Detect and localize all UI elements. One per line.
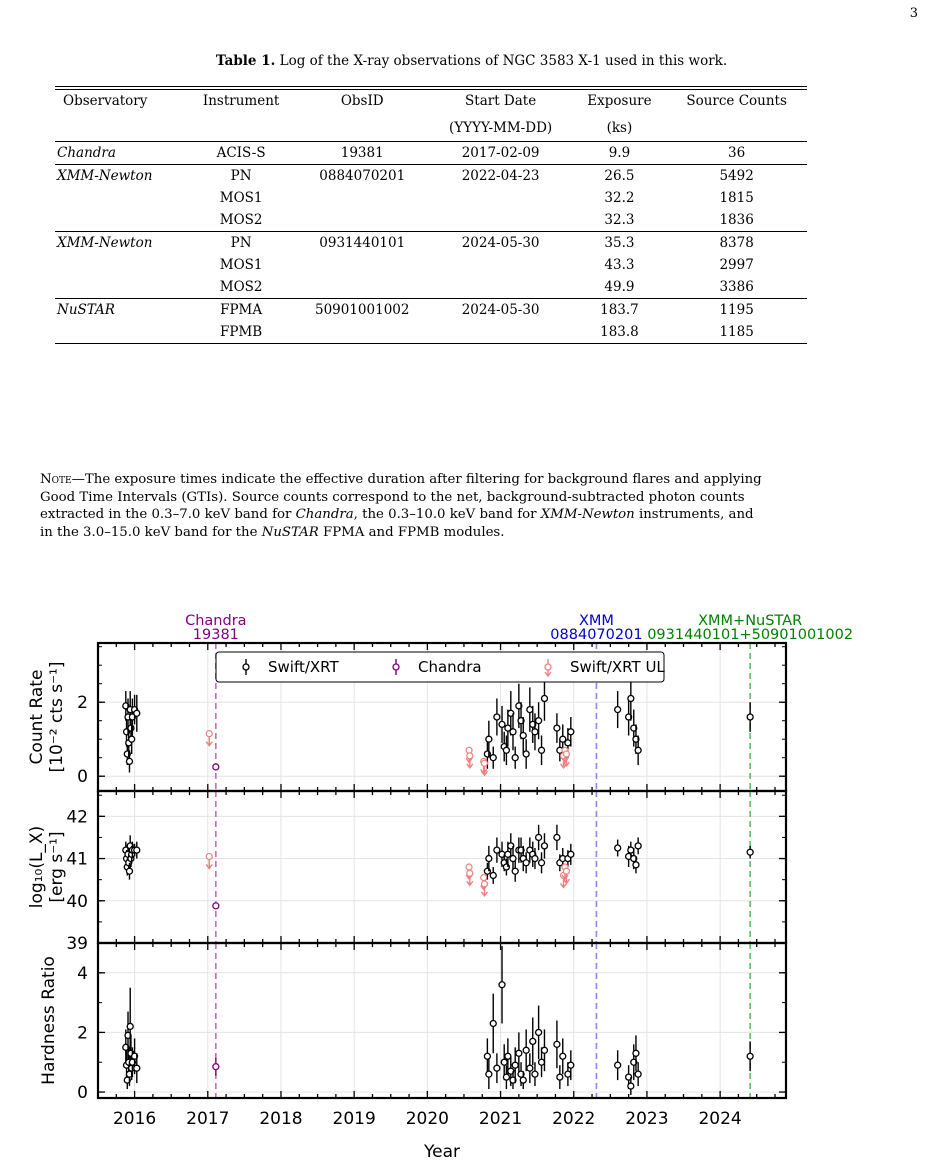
data-point <box>628 696 634 702</box>
data-point <box>129 736 135 742</box>
data-point <box>505 1053 511 1059</box>
upper-limit-point <box>563 868 569 874</box>
table-cell: MOS1 <box>219 257 263 273</box>
data-point <box>490 755 496 761</box>
upper-limit-point <box>466 864 472 870</box>
table-cell: Source Counts <box>686 92 787 109</box>
xmm-obsid: 0884070201 <box>550 627 643 643</box>
y-axis-label: log₁₀(L_X) <box>27 825 47 909</box>
data-point <box>615 1062 621 1068</box>
data-point <box>503 747 509 753</box>
data-point <box>527 1065 533 1071</box>
data-point <box>532 729 538 735</box>
x-tick-label: 2018 <box>259 1109 303 1129</box>
data-point <box>541 1047 547 1053</box>
data-point <box>499 721 505 727</box>
data-point <box>615 845 621 851</box>
xmm-nustar-label: XMM+NuSTAR <box>698 613 803 629</box>
y-axis-label: Count Rate <box>27 669 47 765</box>
data-point <box>568 851 574 857</box>
y-axis-label-units: [erg s⁻¹] <box>47 831 67 903</box>
y-tick-label: 42 <box>66 807 88 828</box>
data-point <box>486 736 492 742</box>
data-point <box>505 851 511 857</box>
table-note-label: Note <box>40 472 72 487</box>
table-cell: 2017-02-09 <box>429 142 573 165</box>
table-cell: 3386 <box>666 276 807 299</box>
data-point <box>499 982 505 988</box>
table-cell: Start Date <box>465 92 537 109</box>
table-cell: FPMA <box>220 302 263 318</box>
x-tick-label: 2021 <box>478 1109 523 1129</box>
table-cell: 2022-04-23 <box>461 168 540 184</box>
data-point <box>134 1065 140 1071</box>
data-point <box>554 834 560 840</box>
panel-frame <box>98 791 786 943</box>
y-axis-label: Hardness Ratio <box>39 956 59 1085</box>
table-cell: MOS1 <box>219 190 263 206</box>
table-cell: MOS2 <box>186 276 295 299</box>
data-point <box>568 1062 574 1068</box>
xmm-nustar-obsid: 0931440101+50901001002 <box>647 627 854 643</box>
data-point <box>635 1071 641 1077</box>
x-tick-label: 2022 <box>552 1109 596 1129</box>
data-point <box>486 856 492 862</box>
data-point <box>747 1053 753 1059</box>
table-cell: PN <box>230 235 252 251</box>
data-point <box>541 696 547 702</box>
data-point <box>536 834 542 840</box>
data-point <box>554 725 560 731</box>
data-point <box>557 1074 563 1080</box>
table-cell: Exposure <box>587 92 652 109</box>
legend-marker <box>545 664 551 670</box>
data-point <box>539 1059 545 1065</box>
table-cell: Observatory <box>63 92 148 109</box>
table-cell: (YYYY-MM-DD) <box>429 114 573 142</box>
data-point <box>520 1077 526 1083</box>
table-cell: (ks) <box>573 114 667 142</box>
data-point <box>503 1074 509 1080</box>
upper-limit-point <box>206 853 212 859</box>
table-caption-label: Table 1. <box>215 53 276 69</box>
table-cell: 8378 <box>719 235 754 251</box>
table-cell: 36 <box>666 142 807 165</box>
table-note-text: —The exposure times indicate the effective duration after filtering for background flares and applying Good Time Intervals (GTIs). Source counts correspond to the net, background-subtracted photon counts extracted in the 0.3–7.0 keV band for Chandra, the 0.3–10.0 keV band for XMM-Newton instruments, and in the 3.0–15.0 keV band for the NuSTAR FPMA and FPMB modules. <box>40 472 762 540</box>
table-cell: 2024-05-30 <box>461 302 540 318</box>
table-cell: 9.9 <box>573 142 667 165</box>
table-cell: 1195 <box>719 302 754 318</box>
data-point <box>510 856 516 862</box>
table-cell: ACIS-S <box>186 142 295 165</box>
table-cell: 2997 <box>719 257 754 273</box>
upper-limit-point <box>467 753 473 759</box>
data-point <box>747 714 753 720</box>
data-point <box>536 718 542 724</box>
table-cell: Instrument <box>202 92 280 109</box>
data-point <box>484 1053 490 1059</box>
data-point <box>633 862 639 868</box>
y-tick-label: 41 <box>66 849 88 870</box>
data-point <box>512 755 518 761</box>
data-point <box>134 847 140 853</box>
legend-label: Swift/XRT UL <box>570 658 665 676</box>
y-axis-label-units: [10⁻² cts s⁻¹] <box>47 661 67 773</box>
data-point <box>127 1023 133 1029</box>
y-tick-label: 4 <box>77 963 88 984</box>
y-tick-label: 39 <box>66 934 88 954</box>
table-cell: 50901001002 <box>314 302 410 318</box>
table-cell: XMM-Newton <box>57 168 153 184</box>
y-tick-label: 0 <box>77 767 88 788</box>
data-point <box>532 1071 538 1077</box>
data-point <box>635 843 641 849</box>
data-point <box>615 707 621 713</box>
data-point <box>213 903 219 909</box>
data-point <box>512 1062 518 1068</box>
data-point <box>510 729 516 735</box>
y-tick-label: 2 <box>77 1023 88 1044</box>
table-caption-text: Log of the X-ray observations of NGC 3583 X-1 used in this work. <box>275 53 728 69</box>
legend-marker <box>393 664 399 670</box>
table-cell: 183.7 <box>600 302 639 318</box>
upper-limit-point <box>563 751 569 757</box>
data-point <box>494 1065 500 1071</box>
x-tick-label: 2016 <box>112 1109 157 1129</box>
table-cell: 49.9 <box>573 276 667 299</box>
table-cell: MOS2 <box>186 209 295 232</box>
y-tick-label: 2 <box>77 693 88 714</box>
table-cell: 43.3 <box>604 257 635 273</box>
data-point <box>565 740 571 746</box>
upper-limit-point <box>481 881 487 887</box>
table-cell: 1185 <box>666 321 807 344</box>
table-cell: 32.3 <box>573 209 667 232</box>
data-point <box>494 847 500 853</box>
data-point <box>213 1064 219 1070</box>
data-point <box>628 847 634 853</box>
table-cell: ObsID <box>340 92 384 109</box>
table-cell: PN <box>230 168 252 184</box>
data-point <box>134 710 140 716</box>
y-tick-label: 40 <box>66 891 88 912</box>
data-point <box>516 1050 522 1056</box>
data-point <box>541 843 547 849</box>
data-point <box>523 860 529 866</box>
y-tick-label: 0 <box>77 1083 88 1104</box>
panel-frame <box>98 943 786 1098</box>
table-cell: 19381 <box>296 142 429 165</box>
data-point <box>213 764 219 770</box>
data-point <box>520 733 526 739</box>
data-point <box>126 868 132 874</box>
table-cell: 26.5 <box>604 168 635 184</box>
legend-label: Chandra <box>418 658 482 676</box>
data-point <box>530 1038 536 1044</box>
legend-marker <box>243 664 249 670</box>
data-point <box>527 707 533 713</box>
data-point <box>126 758 132 764</box>
chandra-obsid: 19381 <box>192 627 239 643</box>
x-tick-label: 2024 <box>698 1109 742 1129</box>
table-cell: 1815 <box>719 190 754 206</box>
data-point <box>747 849 753 855</box>
data-point <box>490 872 496 878</box>
chandra-label: Chandra <box>185 613 247 629</box>
x-axis-label: Year <box>424 1142 460 1162</box>
table-cell: 0884070201 <box>319 168 406 184</box>
x-tick-label: 2023 <box>625 1109 669 1129</box>
data-point <box>628 1083 634 1089</box>
data-point <box>501 1059 507 1065</box>
data-point <box>494 714 500 720</box>
x-tick-label: 2017 <box>186 1109 230 1129</box>
table-cell: 2024-05-30 <box>461 235 540 251</box>
table-cell: 183.8 <box>573 321 667 344</box>
upper-limit-point <box>481 760 487 766</box>
table-cell: Chandra <box>55 142 186 165</box>
table-cell: FPMB <box>186 321 295 344</box>
upper-limit-point <box>467 870 473 876</box>
table-cell: 5492 <box>719 168 754 184</box>
page-number: 3 <box>909 6 918 21</box>
table-cell: 32.2 <box>604 190 635 206</box>
table-cell: 0931440101 <box>319 235 406 251</box>
upper-limit-point <box>481 875 487 881</box>
table-cell: 1836 <box>666 209 807 232</box>
table-cell: XMM-Newton <box>57 235 153 251</box>
data-point <box>539 860 545 866</box>
data-point <box>554 1041 560 1047</box>
data-point <box>523 1047 529 1053</box>
xmm-label: XMM <box>578 613 614 629</box>
data-point <box>565 1071 571 1077</box>
data-point <box>568 729 574 735</box>
data-point <box>633 1050 639 1056</box>
data-point <box>523 751 529 757</box>
legend-label: Swift/XRT <box>268 658 339 676</box>
data-point <box>536 1029 542 1035</box>
table-cell: NuSTAR <box>57 302 115 318</box>
data-point <box>486 1071 492 1077</box>
table-cell: 35.3 <box>604 235 635 251</box>
data-point <box>635 747 641 753</box>
data-point <box>532 856 538 862</box>
data-point <box>539 747 545 753</box>
data-point <box>512 868 518 874</box>
x-tick-label: 2020 <box>405 1109 449 1129</box>
x-tick-label: 2019 <box>332 1109 376 1129</box>
data-point <box>490 1020 496 1026</box>
upper-limit-point <box>206 731 212 737</box>
data-point <box>560 1053 566 1059</box>
